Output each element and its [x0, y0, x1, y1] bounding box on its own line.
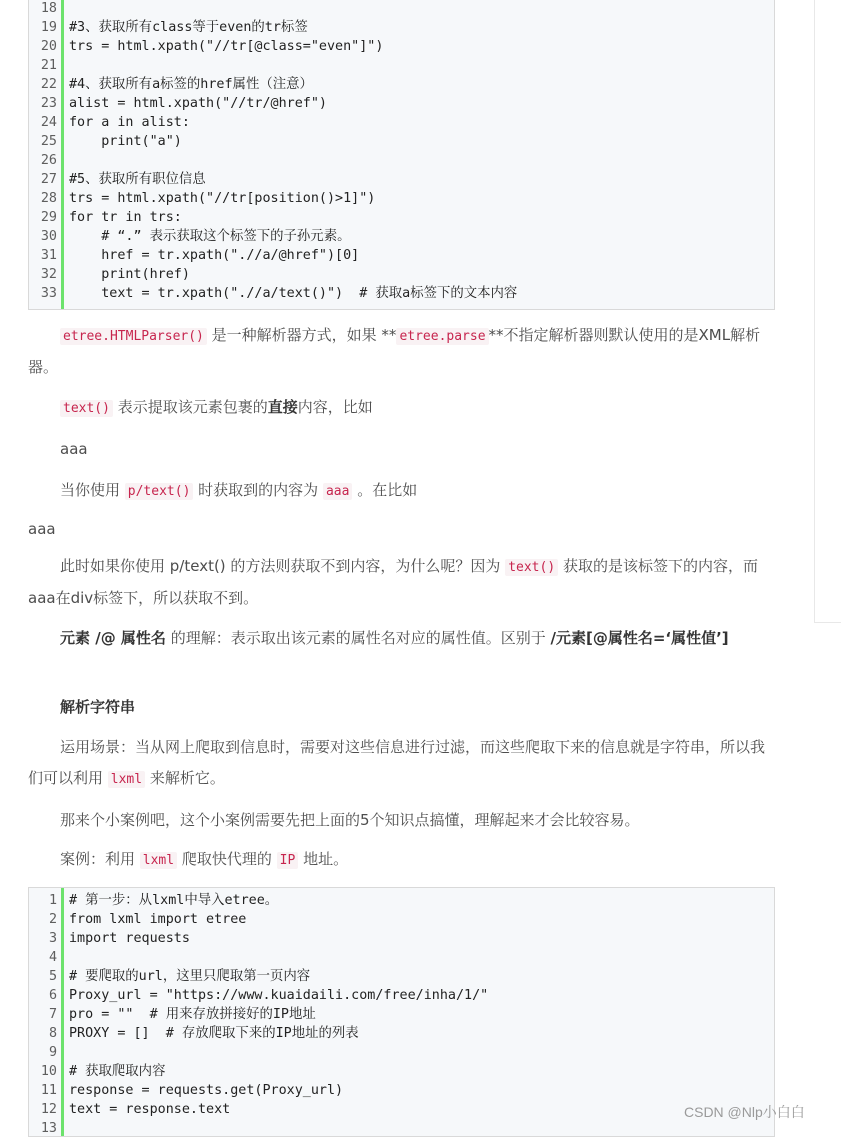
line-number: 29 [40, 210, 57, 225]
inline-code: p/text() [125, 483, 194, 500]
line-number: 27 [40, 172, 57, 187]
inline-code: etree.parse [396, 328, 488, 345]
line-number: 21 [40, 58, 57, 73]
line-number: 9 [48, 1045, 57, 1060]
line-number: 1 [48, 893, 57, 908]
code-line [29, 0, 774, 18]
code-line [29, 929, 774, 948]
inline-code: etree.HTMLParser() [60, 328, 207, 345]
line-number: 33 [40, 286, 57, 301]
paragraph-case-lxml: 案例：利用 lxml 爬取快代理的 IP 地址。 [60, 850, 349, 868]
code-text: from lxml import etree [69, 912, 247, 927]
code-line [29, 1119, 774, 1137]
code-text: import requests [69, 931, 190, 946]
line-number: 7 [48, 1007, 57, 1022]
code-text: text = response.text [69, 1102, 231, 1117]
inline-code: aaa [323, 483, 352, 500]
paragraph-htmlparser: etree.HTMLParser() 是一种解析器方式，如果 ** etree.parse **不指定解析器则默认使用的是XML解析器。 [28, 326, 761, 376]
code-line [29, 246, 774, 265]
line-number: 31 [40, 248, 57, 263]
code-text: # 获取爬取内容 [69, 1064, 166, 1079]
line-number: 24 [40, 115, 57, 130]
code-line [29, 967, 774, 986]
line-number: 28 [40, 191, 57, 206]
csdn-watermark: CSDN @Nlp小白白 [684, 1104, 805, 1120]
line-number: 19 [40, 20, 57, 35]
code-line [29, 1062, 774, 1081]
code-line [29, 891, 774, 910]
line-number: 12 [40, 1102, 57, 1117]
paragraph-use-case: 运用场景：当从网上爬取到信息时，需要对这些信息进行过滤，而这些爬取下来的信息就是字符串，所以我们可以利用 lxml 来解析它。 [28, 738, 766, 787]
code-text: for tr in trs: [69, 210, 182, 225]
code-text: # “.” 表示获取这个标签下的子孙元素。 [69, 229, 351, 244]
line-number: 20 [40, 39, 57, 54]
line-number: 5 [48, 969, 57, 984]
line-number: 23 [40, 96, 57, 111]
code-text: # 第一步：从lxml中导入etree。 [69, 893, 279, 908]
code-text: for a in alist: [69, 115, 190, 130]
code-text: print(href) [69, 267, 190, 282]
code-line [29, 151, 774, 170]
paragraph-small-case: 那来个小案例吧，这个小案例需要先把上面的5个知识点搞懂，理解起来才会比较容易。 [60, 811, 640, 829]
code-text: href = tr.xpath(".//a/@href")[0] [69, 248, 360, 263]
code-line [29, 1005, 774, 1024]
line-number: 13 [40, 1121, 57, 1136]
inline-code: lxml [140, 852, 177, 869]
paragraph-p-text: 当你使用 p/text() 时获取到的内容为 aaa 。在比如 [60, 481, 418, 499]
line-number: 3 [48, 931, 57, 946]
code-line [29, 1081, 774, 1100]
code-line [29, 1043, 774, 1062]
line-number: 6 [48, 988, 57, 1003]
section-heading-parse-string: 解析字符串 [60, 698, 136, 716]
code-line [29, 910, 774, 929]
code-line [29, 37, 774, 56]
code-line [29, 170, 774, 189]
code-text: #5、获取所有职位信息 [69, 172, 206, 187]
line-number: 8 [48, 1026, 57, 1041]
code-line [29, 986, 774, 1005]
code-line [29, 265, 774, 284]
line-number: 26 [40, 153, 57, 168]
line-number: 4 [48, 950, 57, 965]
code-text: Proxy_url = "https://www.kuaidaili.com/free/inha/1/" [69, 988, 489, 1003]
paragraph-div-explanation: 此时如果你使用 p/text() 的方法则获取不到内容，为什么呢？因为 text() 获取的是该标签下的内容，而aaa在div标签下，所以获取不到。 [28, 557, 758, 607]
code-line [29, 1100, 774, 1119]
code-line [29, 227, 774, 246]
paragraph-attribute: 元素 /@ 属性名 的理解：表示取出该元素的属性名对应的属性值。区别于 /元素[@属性名=‘属性值’] [60, 629, 729, 647]
code-block-2[interactable] [28, 887, 775, 1137]
code-line [29, 948, 774, 967]
code-line [29, 56, 774, 75]
paragraph-aaa-1: aaa [60, 440, 88, 458]
code-text: # 要爬取的url，这里只爬取第一页内容 [69, 969, 311, 984]
code-text: response = requests.get(Proxy_url) [69, 1083, 344, 1098]
paragraph-aaa-2: aaa [28, 520, 56, 538]
code-block-1[interactable] [28, 0, 775, 310]
line-number: 22 [40, 77, 57, 92]
code-line [29, 189, 774, 208]
code-line [29, 1024, 774, 1043]
code-text: pro = "" # 用来存放拼接好的IP地址 [69, 1007, 316, 1022]
code-text: #3、获取所有class等于even的tr标签 [69, 20, 308, 35]
code-text: text = tr.xpath(".//a/text()") # 获取a标签下的文本内容 [69, 286, 518, 301]
code-text: trs = html.xpath("//tr[@class="even"]") [69, 39, 384, 54]
line-number: 10 [40, 1064, 57, 1079]
line-number: 2 [48, 912, 57, 927]
code-line [29, 132, 774, 151]
inline-code: IP [277, 852, 299, 869]
line-number: 25 [40, 134, 57, 149]
inline-code: text() [505, 559, 558, 576]
line-number: 32 [40, 267, 57, 282]
code-line [29, 284, 774, 303]
line-number: 11 [40, 1083, 57, 1098]
code-line [29, 94, 774, 113]
code-line [29, 18, 774, 37]
code-text: print("a") [69, 134, 182, 149]
code-text: #4、获取所有a标签的href属性（注意） [69, 77, 313, 92]
code-line [29, 75, 774, 94]
right-sidebar-panel [814, 0, 841, 623]
code-text: alist = html.xpath("//tr/@href") [69, 96, 327, 111]
code-line [29, 113, 774, 132]
inline-code: text() [60, 400, 113, 417]
inline-code: lxml [108, 771, 145, 788]
line-number: 18 [40, 1, 57, 16]
line-number: 30 [40, 229, 57, 244]
code-text: trs = html.xpath("//tr[position()>1]") [69, 191, 376, 206]
code-text: PROXY = [] # 存放爬取下来的IP地址的列表 [69, 1026, 359, 1041]
code-line [29, 208, 774, 227]
paragraph-text-function: text() 表示提取该元素包裹的直接内容，比如 [28, 392, 778, 424]
